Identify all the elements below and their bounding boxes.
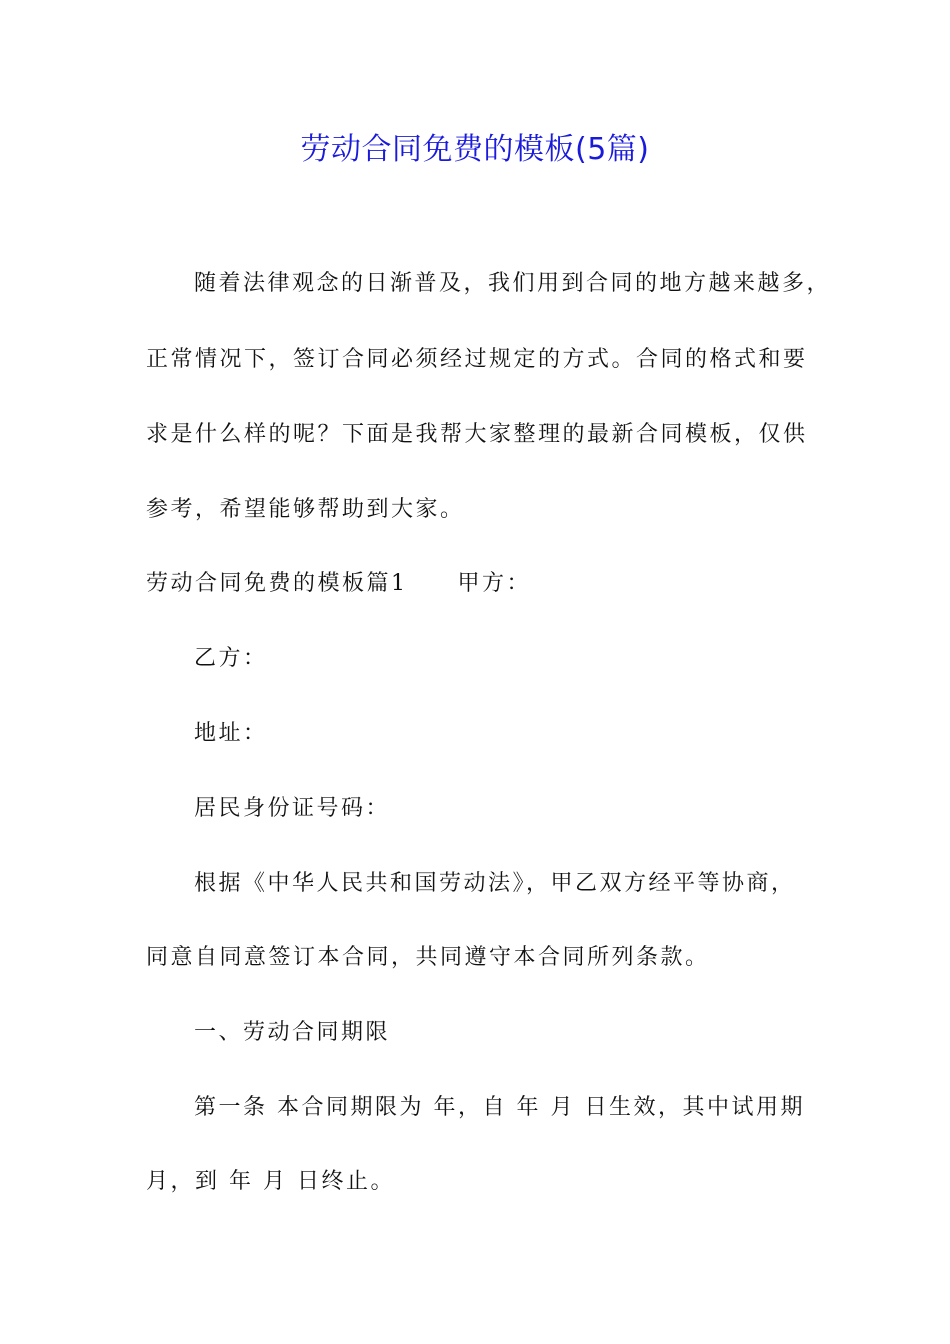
- intro-line-4: 参考，希望能够帮助到大家。: [146, 497, 465, 522]
- address-label: 地址：: [194, 721, 268, 746]
- id-number-label: 居民身份证号码：: [194, 796, 391, 821]
- intro-line-3: 求是什么样的呢？下面是我帮大家整理的最新合同模板，仅供: [146, 422, 808, 447]
- basis-line-2: 同意自同意签订本合同，共同遵守本合同所列条款。: [146, 945, 710, 970]
- clause-heading: 一、劳动合同期限: [194, 1020, 391, 1045]
- party-b-label: 乙方：: [194, 646, 268, 671]
- party-a-label: 甲方：: [457, 571, 532, 596]
- basis-line-1: 根据《中华人民共和国劳动法》，甲乙双方经平等协商，: [194, 871, 796, 896]
- intro-line-1: 随着法律观念的日渐普及，我们用到合同的地方越来越多，: [194, 271, 832, 296]
- intro-line-2: 正常情况下，签订合同必须经过规定的方式。合同的格式和要: [146, 347, 808, 372]
- article-line-2: 月，到 年 月 日终止。: [146, 1169, 395, 1194]
- document-title: 劳动合同免费的模板(5篇): [300, 132, 650, 167]
- section-heading: 劳动合同免费的模板篇1: [146, 571, 408, 596]
- section-heading-line: [146, 568, 531, 600]
- article-line-1: 第一条 本合同期限为 年，自 年 月 日生效，其中试用期: [194, 1095, 805, 1120]
